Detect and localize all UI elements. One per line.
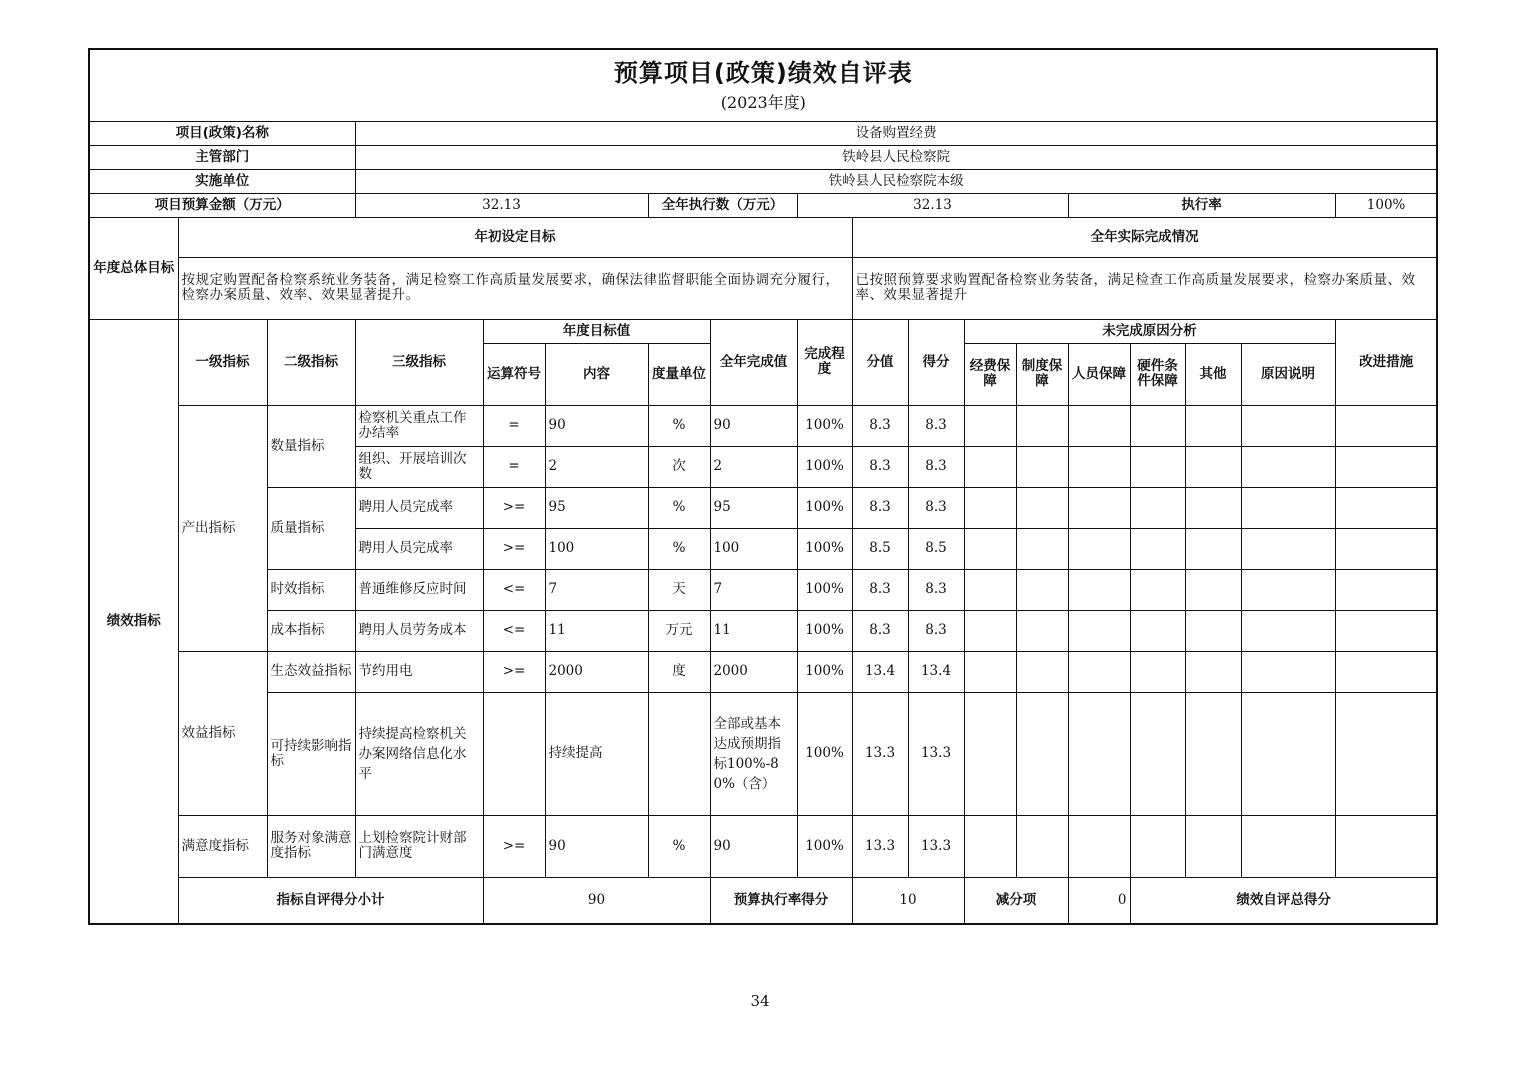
degree-cell: 100% [797, 405, 852, 446]
exec-label: 全年执行数（万元） [648, 193, 797, 217]
col-r4: 硬件条件保障 [1130, 343, 1185, 405]
subtotal-label: 指标自评得分小计 [178, 877, 483, 924]
degree-cell: 100% [797, 651, 852, 692]
content-cell: 2000 [545, 651, 648, 692]
score-val-cell: 8.3 [852, 446, 908, 487]
l1-output: 产出指标 [178, 405, 267, 651]
table-row [89, 405, 1437, 446]
score-cell: 8.3 [908, 405, 964, 446]
actual-cell: 11 [710, 610, 797, 651]
project-name-label: 项目(政策)名称 [89, 121, 355, 145]
score-cell: 13.3 [908, 692, 964, 815]
degree-cell: 100% [797, 528, 852, 569]
col-r2: 制度保障 [1016, 343, 1068, 405]
l1-satisfaction: 满意度指标 [178, 815, 267, 877]
col-r1: 经费保障 [964, 343, 1016, 405]
unit-cell [648, 692, 710, 815]
col-score: 得分 [908, 319, 964, 405]
score-cell: 8.5 [908, 528, 964, 569]
col-op: 运算符号 [483, 343, 545, 405]
actual-goal-text: 已按照预算要求购置配备检察业务装备，满足检查工作高质量发展要求，检察办案质量、效率、效果显著提升 [852, 257, 1437, 319]
op-cell: <= [483, 569, 545, 610]
op-cell: >= [483, 815, 545, 877]
table-row [89, 569, 1437, 610]
actual-cell: 90 [710, 815, 797, 877]
col-r6: 原因说明 [1241, 343, 1335, 405]
degree-cell: 100% [797, 692, 852, 815]
actual-cell: 100 [710, 528, 797, 569]
actual-goal-header: 全年实际完成情况 [852, 217, 1437, 257]
col-actual: 全年完成值 [710, 319, 797, 405]
target-group-header: 年度目标值 [483, 319, 710, 343]
score-val-cell: 13.3 [852, 692, 908, 815]
op-cell: = [483, 405, 545, 446]
exec-value: 32.13 [797, 193, 1068, 217]
op-cell: = [483, 446, 545, 487]
score-val-cell: 8.3 [852, 610, 908, 651]
table-row [89, 610, 1437, 651]
dept-value: 铁岭县人民检察院 [355, 145, 1437, 169]
score-cell: 13.4 [908, 651, 964, 692]
unit-cell: 万元 [648, 610, 710, 651]
score-val-cell: 8.3 [852, 405, 908, 446]
l3-cell: 组织、开展培训次数 [355, 446, 483, 487]
l3-cell: 检察机关重点工作办结率 [355, 405, 483, 446]
perf-indicator-label: 绩效指标 [89, 319, 178, 924]
content-cell: 7 [545, 569, 648, 610]
content-cell: 100 [545, 528, 648, 569]
budget-score-label: 预算执行率得分 [710, 877, 852, 924]
planned-goal-text: 按规定购置配备检察系统业务装备，满足检察工作高质量发展要求，确保法律监督职能全面协调充分履行，检察办案质量、效率、效果显著提升。 [178, 257, 852, 319]
l3-cell: 上划检察院计财部门满意度 [355, 815, 483, 877]
op-cell [483, 692, 545, 815]
col-content: 内容 [545, 343, 648, 405]
rate-value: 100% [1335, 193, 1437, 217]
budget-label: 项目预算金额（万元） [89, 193, 355, 217]
col-l2: 二级指标 [267, 319, 355, 405]
unit-cell: 度 [648, 651, 710, 692]
unit-cell: % [648, 528, 710, 569]
unit-cell: 次 [648, 446, 710, 487]
table-row [89, 487, 1437, 528]
actual-cell: 90 [710, 405, 797, 446]
col-l1: 一级指标 [178, 319, 267, 405]
content-cell: 2 [545, 446, 648, 487]
goal-label: 年度总体目标 [89, 217, 178, 319]
degree-cell: 100% [797, 446, 852, 487]
reason-group-header: 未完成原因分析 [964, 319, 1335, 343]
score-val-cell: 8.5 [852, 528, 908, 569]
content-cell: 90 [545, 815, 648, 877]
l3-cell: 节约用电 [355, 651, 483, 692]
score-cell: 8.3 [908, 569, 964, 610]
l2-quantity: 数量指标 [267, 405, 355, 487]
l2-service-satisfaction: 服务对象满意度指标 [267, 815, 355, 877]
table-row [89, 651, 1437, 692]
title-block [89, 49, 1437, 121]
score-cell: 8.3 [908, 446, 964, 487]
actual-cell: 95 [710, 487, 797, 528]
unit-cell: % [648, 487, 710, 528]
degree-cell: 100% [797, 569, 852, 610]
l3-cell: 持续提高检察机关办案网络信息化水平 [355, 692, 483, 815]
l3-cell: 聘用人员完成率 [355, 528, 483, 569]
degree-cell: 100% [797, 610, 852, 651]
table-row [89, 815, 1437, 877]
l2-quality: 质量指标 [267, 487, 355, 569]
deduct-value: 0 [1068, 877, 1130, 924]
score-cell: 13.3 [908, 815, 964, 877]
score-val-cell: 8.3 [852, 487, 908, 528]
l2-timeliness: 时效指标 [267, 569, 355, 610]
op-cell: >= [483, 528, 545, 569]
year-subtitle: (2023年度) [720, 93, 806, 113]
page-number: 34 [750, 992, 770, 1010]
col-score-val: 分值 [852, 319, 908, 405]
actual-cell: 全部或基本达成预期指标100%-80%（含） [710, 692, 797, 815]
rate-label: 执行率 [1068, 193, 1335, 217]
col-r3: 人员保障 [1068, 343, 1130, 405]
footer-row [89, 877, 1437, 924]
degree-cell: 100% [797, 487, 852, 528]
score-cell: 8.3 [908, 487, 964, 528]
l2-cost: 成本指标 [267, 610, 355, 651]
col-l3: 三级指标 [355, 319, 483, 405]
content-cell: 11 [545, 610, 648, 651]
project-name-value: 设备购置经费 [355, 121, 1437, 145]
budget-score-value: 10 [852, 877, 964, 924]
unit-label: 实施单位 [89, 169, 355, 193]
l2-ecology: 生态效益指标 [267, 651, 355, 692]
deduct-label: 减分项 [964, 877, 1068, 924]
degree-cell: 100% [797, 815, 852, 877]
score-cell: 8.3 [908, 610, 964, 651]
l3-cell: 聘用人员完成率 [355, 487, 483, 528]
subtotal-value: 90 [483, 877, 710, 924]
planned-goal-header: 年初设定目标 [178, 217, 852, 257]
unit-cell: % [648, 815, 710, 877]
col-r5: 其他 [1185, 343, 1241, 405]
score-val-cell: 13.4 [852, 651, 908, 692]
total-label: 绩效自评总得分 [1130, 877, 1437, 924]
self-evaluation-table [88, 48, 1438, 925]
unit-value: 铁岭县人民检察院本级 [355, 169, 1437, 193]
actual-cell: 2 [710, 446, 797, 487]
l1-benefit: 效益指标 [178, 651, 267, 815]
unit-cell: 天 [648, 569, 710, 610]
content-cell: 持续提高 [545, 692, 648, 815]
col-improve: 改进措施 [1335, 319, 1437, 405]
page-title: 预算项目(政策)绩效自评表 [613, 59, 913, 88]
content-cell: 95 [545, 487, 648, 528]
budget-value: 32.13 [355, 193, 648, 217]
col-degree: 完成程度 [797, 319, 852, 405]
unit-cell: % [648, 405, 710, 446]
op-cell: >= [483, 651, 545, 692]
content-cell: 90 [545, 405, 648, 446]
l3-cell: 聘用人员劳务成本 [355, 610, 483, 651]
op-cell: >= [483, 487, 545, 528]
score-val-cell: 8.3 [852, 569, 908, 610]
l3-cell: 普通维修反应时间 [355, 569, 483, 610]
col-unit: 度量单位 [648, 343, 710, 405]
l2-sustainability: 可持续影响指标 [267, 692, 355, 815]
table-row [89, 692, 1437, 815]
actual-cell: 2000 [710, 651, 797, 692]
dept-label: 主管部门 [89, 145, 355, 169]
score-val-cell: 13.3 [852, 815, 908, 877]
actual-cell: 7 [710, 569, 797, 610]
op-cell: <= [483, 610, 545, 651]
